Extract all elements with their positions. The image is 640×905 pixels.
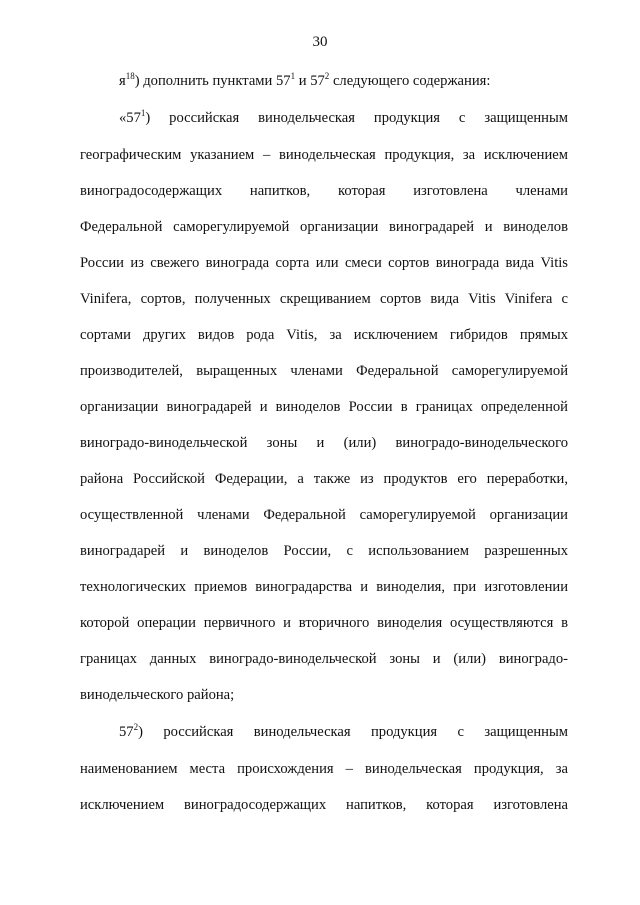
paragraph-line: исключением виноградосодержащих напитков, которая изготовлена — [80, 797, 568, 813]
item1-prefix: «57 — [119, 110, 141, 126]
page-number: 30 — [312, 34, 328, 50]
paragraph-line: виноградо-винодельческой зоны и (или) виноградо-винодельческого — [80, 435, 568, 451]
paragraph-line: осуществленной членами Федеральной саморегулируемой организации — [80, 507, 568, 523]
paragraph-line: производителей, выращенных членами Федеральной саморегулируемой — [80, 363, 568, 379]
paragraph-line: географическим указанием – винодельческая продукция, за исключением — [80, 147, 568, 163]
paragraph-line: виноградосодержащих напитков, которая изготовлена членами — [80, 183, 568, 199]
paragraph-last-line: винодельческого района; — [80, 687, 235, 703]
intro-sup-1: 1 — [290, 71, 296, 81]
paragraph-line: России из свежего винограда сорта или смеси сортов винограда вида Vitis — [80, 255, 568, 271]
item1-first-line — [119, 108, 568, 128]
intro-marker-sup: 18 — [125, 71, 135, 81]
intro-marker: я — [119, 73, 126, 89]
intro-text-2: и 57 — [295, 73, 325, 89]
item2-first-line-text: ) российская винодельческая продукция с защищенным — [138, 724, 568, 740]
item1-prefix-sup: 1 — [140, 108, 146, 118]
item2-prefix: 57 — [119, 724, 134, 740]
paragraph-line: технологических приемов виноградарства и виноделия, при изготовлении — [80, 579, 568, 595]
paragraph-line: которой операции первичного и вторичного виноделия осуществляются в — [80, 615, 568, 631]
item1-first-line-text: ) российская винодельческая продукция с защищенным — [145, 110, 568, 126]
paragraph-line: сортами других видов рода Vitis, за исключением гибридов прямых — [80, 327, 568, 343]
paragraph-line: Vinifera, сортов, полученных скрещиванием сортов вида Vitis Vinifera с — [80, 291, 568, 307]
paragraph-line: района Российской Федерации, а также из продуктов его переработки, — [80, 471, 568, 487]
intro-line — [119, 71, 568, 91]
paragraph-line: Федеральной саморегулируемой организации виноградарей и виноделов — [80, 219, 568, 235]
paragraph-line: виноградарей и виноделов России, с использованием разрешенных — [80, 543, 568, 559]
paragraph-line: границах данных виноградо-винодельческой зоны и (или) виноградо- — [80, 651, 568, 667]
item2-prefix-sup: 2 — [133, 722, 139, 732]
intro-text-1: ) дополнить пунктами 57 — [134, 73, 291, 89]
intro-text-3: следующего содержания: — [329, 73, 491, 89]
intro-sup-2: 2 — [324, 71, 330, 81]
paragraph-line: наименованием места происхождения – винодельческая продукция, за — [80, 761, 568, 777]
item2-first-line — [119, 722, 568, 742]
paragraph-line: организации виноградарей и виноделов России в границах определенной — [80, 399, 568, 415]
